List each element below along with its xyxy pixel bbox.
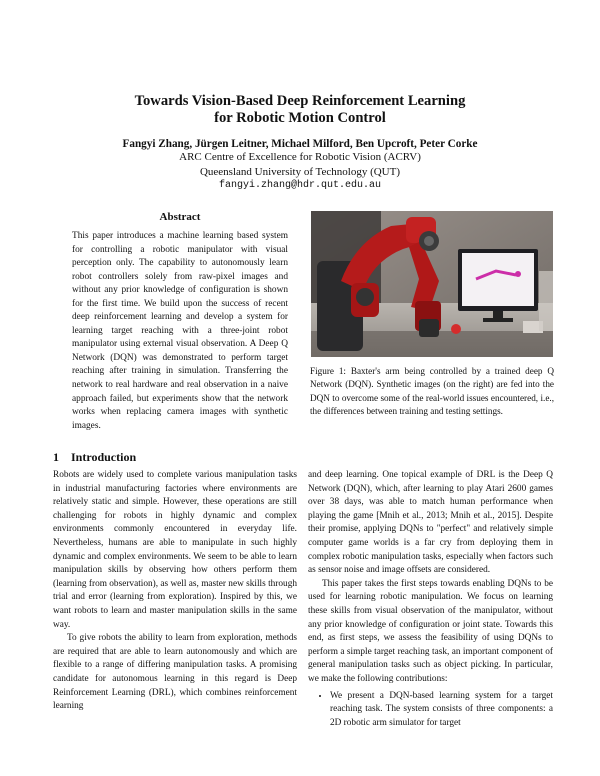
paper-title xyxy=(60,93,540,127)
section-title: Introduction xyxy=(71,450,137,464)
right-column xyxy=(308,469,553,730)
section-number: 1 xyxy=(53,450,59,464)
contributions-list xyxy=(308,690,553,731)
affiliation-line-2: Queensland University of Technology (QUT) xyxy=(199,165,401,178)
intro-paragraph-1: Robots are widely used to complete various manipulation tasks in industrial manufacturing factories where environments are relatively static and simple. However, these operations are still challenging for robots in highly dynamic and complex environments commonly encountered in everyday life. Nevertheless, humans are able to manipulate in such highly dynamic and complex environments. We seem to be able to learn manipulation skills by observing how others perform them (learning from observation), as well as, master new skills through trial and error (learning from exploration). Inspired by this, we want robots to learn and master manipulation skills in the same way. xyxy=(53,470,297,630)
abstract-text: This paper introduces a machine learning based system for controlling a robotic manipulator with visual perception only. The capability to autonomously learn robot controllers solely from raw-pixel images and without any prior knowledge of configuration is shown for the first time. We build upon the success of recent deep reinforcement learning and develop a system for learning target reaching with a three-joint robot manipulator using external visual observation. A Deep Q Network (DQN) was demonstrated to perform target reaching after training in simulation. Transferring the network to real hardware and real observation in a naive approach failed, but experiments show that the network works when replacing camera images with synthetic images. xyxy=(72,231,288,431)
affiliation-block xyxy=(60,150,540,194)
figure-1-caption: Figure 1: Baxter's arm being controlled by a trained deep Q Network (DQN). Synthetic images (on the right) are fed into the DQN to overcome some of the real-world issues encountered, i.e., the differences between training and testing settings. xyxy=(310,366,554,416)
section-heading xyxy=(53,450,136,465)
affiliation-line-1: ARC Centre of Excellence for Robotic Vision (ACRV) xyxy=(179,151,421,163)
title-line-1: Towards Vision-Based Deep Reinforcement Learning xyxy=(134,93,466,109)
list-item: • We present a DQN-based learning system for a target reaching task. The system consists of three components: a 2D robotic arm simulator for target xyxy=(330,690,553,731)
author-email: fangyi.zhang@hdr.qut.edu.au xyxy=(218,180,382,191)
author-list: Fangyi Zhang, Jürgen Leitner, Michael Milford, Ben Upcroft, Peter Corke xyxy=(122,138,478,150)
figure-1-photo xyxy=(311,211,553,357)
intro-paragraph-2: To give robots the ability to learn from exploration, methods are required that are able to learn autonomously and which are flexible to a range of differing manipulation tasks. A promising candidate for autonomous learning in this regard is Deep Reinforcement Learning (DRL), which combines reinforcement learning xyxy=(53,633,297,712)
intro-paragraph-3: and deep learning. One topical example of DRL is the Deep Q Network (DQN), which, after learning to play Atari 2600 games over 38 days, was able to match human performance when playing the game [Mnih et al., 2013; Mnih et al., 2015]. Despite their promise, applying DQNs to "perfect" and relatively simple computer game worlds is a far cry from deploying them in complex robotic manipulation tasks, especially when factors such as sensor noise and image offsets are considered. xyxy=(308,470,553,576)
baxter-robot-photo xyxy=(311,211,553,357)
intro-paragraph-4: This paper takes the first steps towards enabling DQNs to be used for learning robotic manipulation. We focus on learning these skills from visual observation of the manipulator, without any prior knowledge of configuration or joint state. Towards this end, as first steps, we assess the feasibility of using DQNs to perform a simple target reaching task, an important component of general manipulation tasks such as object picking. In particular, we make the following contributions: xyxy=(308,578,553,684)
left-column xyxy=(53,469,297,714)
title-line-2: for Robotic Motion Control xyxy=(214,110,386,126)
abstract-heading: Abstract xyxy=(159,211,201,223)
